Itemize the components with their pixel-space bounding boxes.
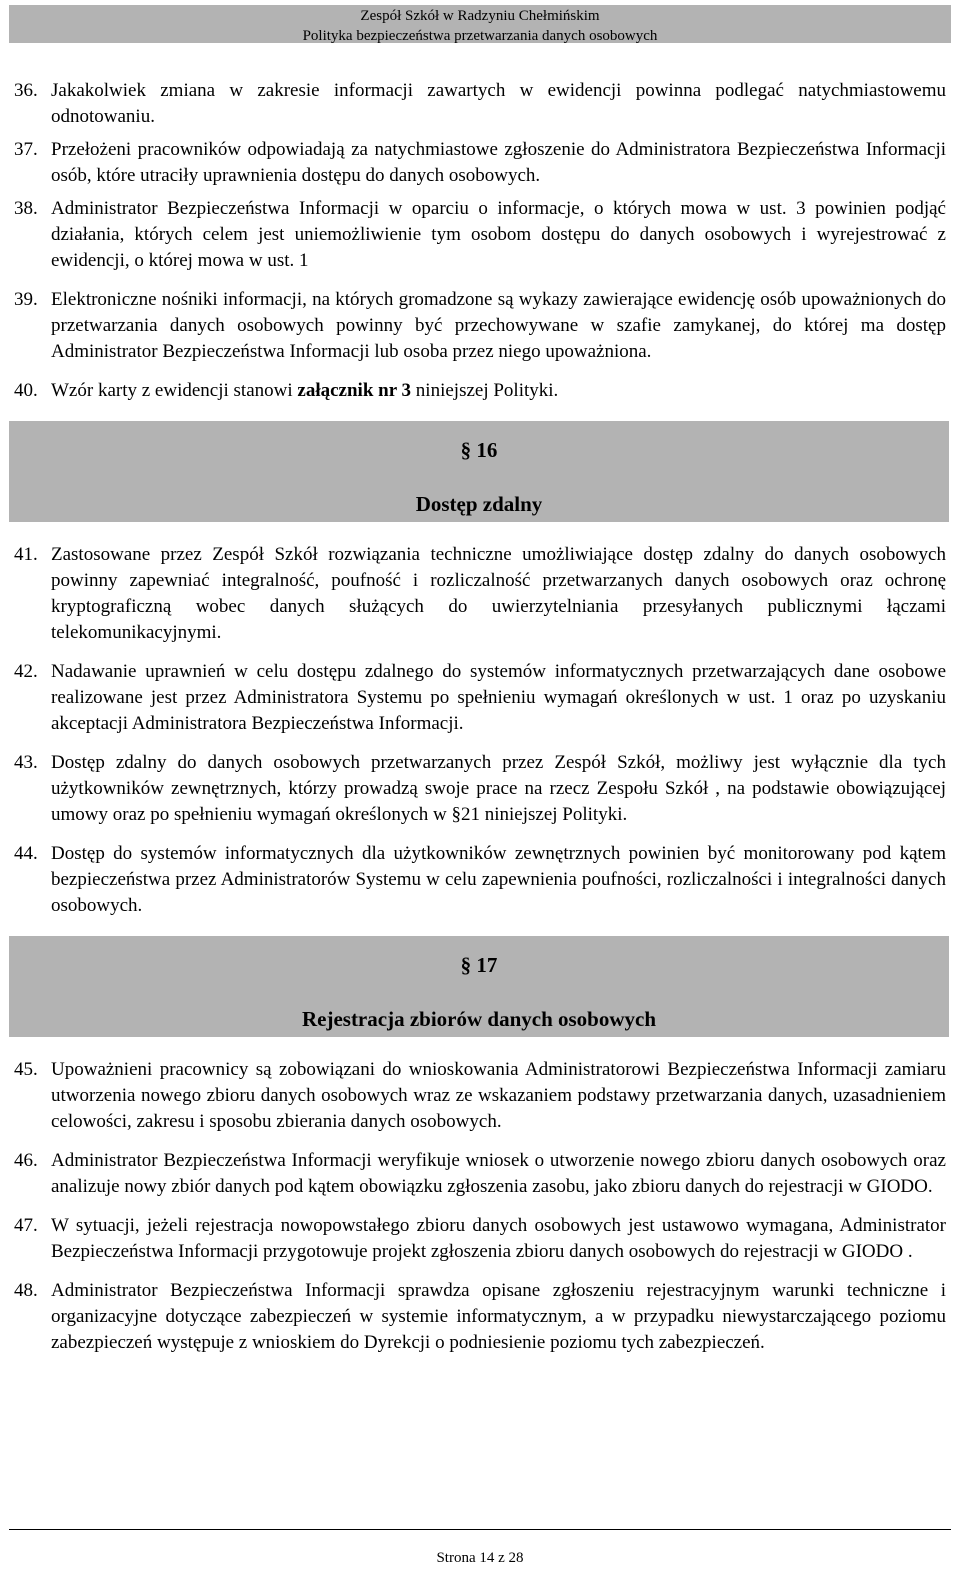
item-number: 38.: [14, 198, 38, 219]
document-body: [14, 78, 946, 1369]
list-item: [14, 750, 946, 828]
item-number: 39.: [14, 289, 38, 310]
item-text-before: Wzór karty z ewidencji stanowi: [51, 380, 298, 401]
item-number: 36.: [14, 80, 38, 101]
page-header: [9, 5, 951, 43]
section-title: Dostęp zdalny: [415, 492, 543, 516]
attachment-reference: załącznik nr 3: [297, 380, 412, 401]
page-footer: [9, 1529, 951, 1567]
item-text: Administrator Bezpieczeństwa Informacji sprawdza opisane zgłoszeniu rejestracyjnym warunki techniczne i organizacyjne dotyczące zabezpieczeń w systemie informatycznym, a w przypadku niewystarczającego poziomu zabezpieczeń występuje z wnioskiem do Dyrekcji o podniesienie poziomu tych zabezpieczeń.: [51, 1280, 946, 1353]
item-text-after: niniejszej Polityki.: [411, 380, 559, 401]
item-text: Elektroniczne nośniki informacji, na których gromadzone są wykazy zawierające ewidencję osób upoważnionych do przetwarzania danych osobowych powinny być przechowywane w szafie zamykanej, do której ma dostęp Administrator Bezpieczeństwa Informacji lub osoba przez niego upoważniona.: [51, 289, 946, 362]
item-number: 42.: [14, 661, 38, 682]
item-number: 45.: [14, 1059, 38, 1080]
item-number: 43.: [14, 752, 38, 773]
list-item: [14, 841, 946, 919]
item-number: 37.: [14, 139, 38, 160]
item-number: 41.: [14, 544, 38, 565]
item-number: 44.: [14, 843, 38, 864]
section-number: § 17: [460, 953, 498, 977]
item-number: 47.: [14, 1215, 38, 1236]
header-document-title: Polityka bezpieczeństwa przetwarzania danych osobowych: [302, 28, 658, 44]
list-item: [14, 659, 946, 737]
item-number: 48.: [14, 1280, 38, 1301]
item-text: W sytuacji, jeżeli rejestracja nowopowstałego zbioru danych osobowych jest ustawowo wymagana, Administrator Bezpieczeństwa Informacji przygotowuje projekt zgłoszenia zbioru danych osobowych do rejestracji w GIODO .: [51, 1215, 946, 1262]
item-text: Przełożeni pracowników odpowiadają za natychmiastowe zgłoszenie do Administratora Bezpieczeństwa Informacji osób, które utraciły uprawnienia dostępu do danych osobowych.: [51, 139, 946, 186]
item-text: Zastosowane przez Zespół Szkół rozwiązania techniczne umożliwiające dostęp zdalny do danych osobowych powinny zapewniać integralność, poufność i rozliczalność przetwarzanych danych osobowych oraz ochronę kryptograficzną wobec danych służących do uwierzytelniania przesyłanych publicznymi łączami telekomunikacyjnymi.: [51, 544, 946, 643]
item-number: 40.: [14, 380, 38, 401]
item-text: Dostęp zdalny do danych osobowych przetwarzanych przez Zespół Szkół, możliwy jest wyłącznie dla tych użytkowników zewnętrznych, którzy prowadzą swoje prace na rzecz Zespołu Szkół , na podstawie obowiązującej umowy oraz po spełnieniu wymagań określonych w §21 niniejszej Polityki.: [51, 752, 946, 825]
list-item: [14, 378, 946, 404]
list-item: [14, 1278, 946, 1356]
item-text: Jakakolwiek zmiana w zakresie informacji zawartych w ewidencji powinna podlegać natychmiastowemu odnotowaniu.: [51, 80, 946, 127]
item-text: Dostęp do systemów informatycznych dla użytkowników zewnętrznych powinien być monitorowany pod kątem bezpieczeństwa przez Administratorów Systemu w celu zapewnienia poufności, rozliczalności i integralności danych osobowych.: [51, 843, 946, 916]
list-item: [14, 78, 946, 130]
item-text: Upoważnieni pracownicy są zobowiązani do wnioskowania Administratorowi Bezpieczeństwa Informacji zamiaru utworzenia nowego zbioru danych osobowych wraz ze wskazaniem podstawy przetwarzania danych, uzasadnieniem celowości, zakresu i sposobu zbierania danych osobowych.: [51, 1059, 946, 1132]
list-item: [14, 1213, 946, 1265]
header-school-name: Zespół Szkół w Radzyniu Chełmińskim: [360, 8, 600, 24]
section-17-heading: [9, 936, 949, 1037]
section-16-heading: [9, 421, 949, 522]
item-number: 46.: [14, 1150, 38, 1171]
page-number: Strona 14 z 28: [436, 1550, 524, 1566]
section-number: § 16: [460, 438, 498, 462]
list-item: [14, 287, 946, 365]
item-text: Nadawanie uprawnień w celu dostępu zdalnego do systemów informatycznych przetwarzających dane osobowe realizowane jest przez Administratora Systemu po spełnieniu wymagań określonych w ust. 1 oraz po uzyskaniu akceptacji Administratora Bezpieczeństwa Informacji.: [51, 661, 946, 734]
list-item: [14, 542, 946, 646]
section-title: Rejestracja zbiorów danych osobowych: [301, 1007, 657, 1031]
list-item: [14, 137, 946, 189]
list-item: [14, 196, 946, 274]
list-item: [14, 1148, 946, 1200]
item-text: Administrator Bezpieczeństwa Informacji w oparciu o informacje, o których mowa w ust. 3 powinien podjąć działania, których celem jest uniemożliwienie tym osobom dostępu do danych osobowych i wyrejestrować z ewidencji, o której mowa w ust. 1: [51, 198, 946, 271]
item-text: Administrator Bezpieczeństwa Informacji weryfikuje wniosek o utworzenie nowego zbioru danych osobowych oraz analizuje nowy zbiór danych pod kątem obowiązku zgłoszenia zasobu, jako zbioru danych do rejestracji w GIODO.: [51, 1150, 946, 1197]
list-item: [14, 1057, 946, 1135]
